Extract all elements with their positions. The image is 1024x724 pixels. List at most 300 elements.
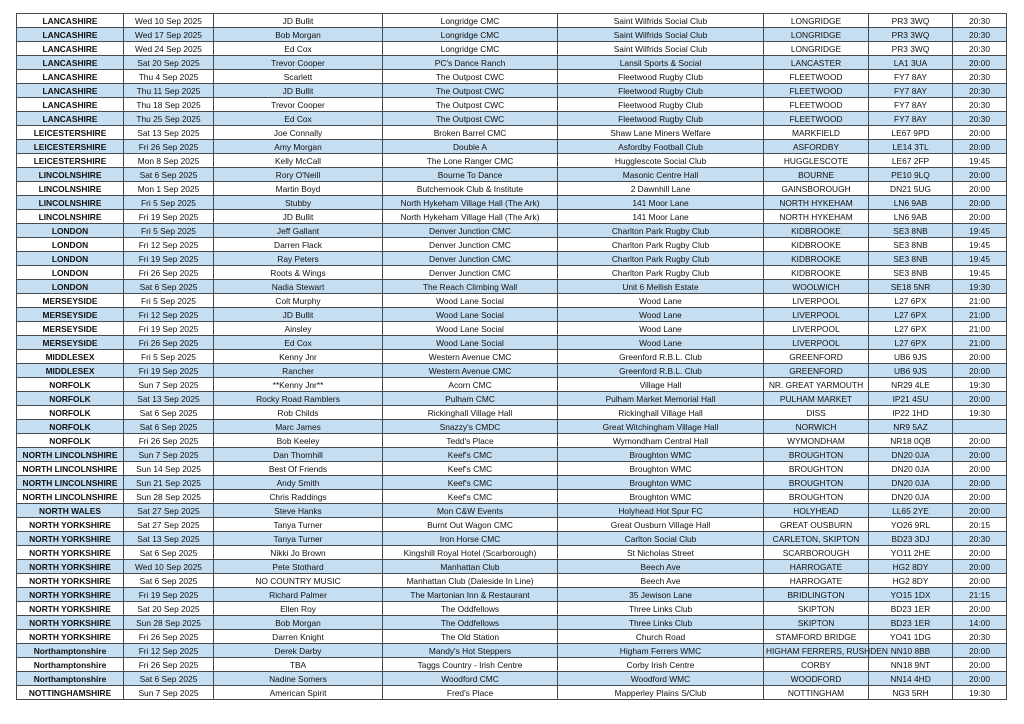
postcode-cell: HG2 8DY [869,560,953,574]
date-cell: Fri 26 Sep 2025 [124,434,214,448]
town-cell: GREAT OUSBURN [764,518,869,532]
county-cell: NORTH YORKSHIRE [17,588,124,602]
postcode-cell: HG2 8DY [869,574,953,588]
venue-cell: Saint Wilfrids Social Club [558,28,764,42]
club-cell: Longridge CMC [383,42,558,56]
county-cell: NORTH YORKSHIRE [17,546,124,560]
artist-cell: Richard Palmer [214,588,383,602]
table-row [17,336,1007,350]
date-cell: Thu 11 Sep 2025 [124,84,214,98]
venue-cell: Holyhead Hot Spur FC [558,504,764,518]
venue-cell: Fleetwood Rugby Club [558,98,764,112]
table-row [17,168,1007,182]
date-cell: Wed 17 Sep 2025 [124,28,214,42]
county-cell: NORTH YORKSHIRE [17,630,124,644]
time-cell: 20:30 [953,42,1007,56]
time-cell: 20:00 [953,364,1007,378]
town-cell: BROUGHTON [764,448,869,462]
county-cell: NORTH LINCOLNSHIRE [17,462,124,476]
postcode-cell: DN20 0JA [869,490,953,504]
venue-cell: 35 Jewison Lane [558,588,764,602]
table-row [17,14,1007,28]
club-cell: Denver Junction CMC [383,224,558,238]
town-cell: WOOLWICH [764,280,869,294]
county-cell: NORTH YORKSHIRE [17,616,124,630]
venue-cell: Greenford R.B.L. Club [558,350,764,364]
artist-cell: Andy Smith [214,476,383,490]
club-cell: Iron Horse CMC [383,532,558,546]
venue-cell: Three Links Club [558,616,764,630]
date-cell: Sat 20 Sep 2025 [124,602,214,616]
town-cell: WOODFORD [764,672,869,686]
artist-cell: JD Bullit [214,308,383,322]
venue-cell: Charlton Park Rugby Club [558,266,764,280]
date-cell: Sun 7 Sep 2025 [124,378,214,392]
county-cell: NORTH WALES [17,504,124,518]
artist-cell: Darren Flack [214,238,383,252]
date-cell: Fri 5 Sep 2025 [124,196,214,210]
town-cell: KIDBROOKE [764,238,869,252]
town-cell: GREENFORD [764,350,869,364]
table-row [17,322,1007,336]
postcode-cell: NN10 8BB [869,644,953,658]
postcode-cell: SE3 8NB [869,266,953,280]
town-cell: GREENFORD [764,364,869,378]
venue-cell: Unit 6 Mellish Estate [558,280,764,294]
date-cell: Thu 18 Sep 2025 [124,98,214,112]
time-cell: 20:30 [953,84,1007,98]
county-cell: NORFOLK [17,406,124,420]
club-cell: Denver Junction CMC [383,266,558,280]
artist-cell: Rob Childs [214,406,383,420]
venue-cell: Fleetwood Rugby Club [558,84,764,98]
venue-cell: Greenford R.B.L. Club [558,364,764,378]
town-cell: ASFORDBY [764,140,869,154]
town-cell: BROUGHTON [764,490,869,504]
county-cell: MIDDLESEX [17,364,124,378]
time-cell: 20:00 [953,560,1007,574]
artist-cell: Tanya Turner [214,532,383,546]
artist-cell: JD Bullit [214,14,383,28]
date-cell: Sat 13 Sep 2025 [124,126,214,140]
town-cell: NR. GREAT YARMOUTH [764,378,869,392]
venue-cell: Fleetwood Rugby Club [558,70,764,84]
county-cell: Northamptonshire [17,672,124,686]
artist-cell: Nikki Jo Brown [214,546,383,560]
date-cell: Fri 19 Sep 2025 [124,322,214,336]
table-row [17,518,1007,532]
table-row [17,546,1007,560]
artist-cell: Rocky Road Ramblers [214,392,383,406]
time-cell: 19:30 [953,686,1007,700]
table-row [17,602,1007,616]
postcode-cell: PR3 3WQ [869,28,953,42]
table-row [17,126,1007,140]
artist-cell: Amy Morgan [214,140,383,154]
county-cell: LINCOLNSHIRE [17,168,124,182]
postcode-cell: NR29 4LE [869,378,953,392]
postcode-cell: LE67 9PD [869,126,953,140]
club-cell: The Outpost CWC [383,70,558,84]
club-cell: Bourne To Dance [383,168,558,182]
postcode-cell: SE3 8NB [869,252,953,266]
time-cell: 20:00 [953,448,1007,462]
club-cell: Manhattan Club (Daleside In Line) [383,574,558,588]
time-cell: 19:30 [953,378,1007,392]
venue-cell: Masonic Centre Hall [558,168,764,182]
club-cell: PC's Dance Ranch [383,56,558,70]
table-row [17,476,1007,490]
time-cell: 20:00 [953,126,1007,140]
time-cell: 19:45 [953,154,1007,168]
date-cell: Fri 26 Sep 2025 [124,336,214,350]
venue-cell: Broughton WMC [558,476,764,490]
town-cell: FLEETWOOD [764,112,869,126]
postcode-cell: DN20 0JA [869,476,953,490]
time-cell: 20:00 [953,672,1007,686]
town-cell: BRIDLINGTON [764,588,869,602]
table-row [17,224,1007,238]
time-cell: 20:00 [953,434,1007,448]
club-cell: Snazzy's CMDC [383,420,558,434]
table-row [17,434,1007,448]
postcode-cell: NG3 5RH [869,686,953,700]
county-cell: MERSEYSIDE [17,336,124,350]
club-cell: The Oddfellows [383,602,558,616]
artist-cell: Marc James [214,420,383,434]
venue-cell: Saint Wilfrids Social Club [558,42,764,56]
artist-cell: Rancher [214,364,383,378]
town-cell: SCARBOROUGH [764,546,869,560]
time-cell: 20:00 [953,140,1007,154]
club-cell: Taggs Country - Irish Centre [383,658,558,672]
date-cell: Fri 26 Sep 2025 [124,630,214,644]
county-cell: LEICESTERSHIRE [17,140,124,154]
date-cell: Sat 6 Sep 2025 [124,406,214,420]
table-row [17,84,1007,98]
postcode-cell: L27 6PX [869,336,953,350]
postcode-cell: BD23 3DJ [869,532,953,546]
time-cell: 20:00 [953,196,1007,210]
town-cell: WYMONDHAM [764,434,869,448]
venue-cell: Rickinghall Village Hall [558,406,764,420]
postcode-cell: YO41 1DG [869,630,953,644]
time-cell: 20:30 [953,98,1007,112]
club-cell: Woodford CMC [383,672,558,686]
postcode-cell: L27 6PX [869,308,953,322]
artist-cell: Bob Keeley [214,434,383,448]
date-cell: Fri 5 Sep 2025 [124,350,214,364]
venue-cell: Corby Irish Centre [558,658,764,672]
table-row [17,672,1007,686]
artist-cell: Best Of Friends [214,462,383,476]
county-cell: NORTH YORKSHIRE [17,532,124,546]
postcode-cell: YO11 2HE [869,546,953,560]
club-cell: Burnt Out Wagon CMC [383,518,558,532]
county-cell: LONDON [17,280,124,294]
table-row [17,56,1007,70]
time-cell: 20:30 [953,532,1007,546]
town-cell: SKIPTON [764,602,869,616]
club-cell: Mon C&W Events [383,504,558,518]
date-cell: Mon 1 Sep 2025 [124,182,214,196]
town-cell: LIVERPOOL [764,308,869,322]
club-cell: Manhattan Club [383,560,558,574]
postcode-cell: SE3 8NB [869,224,953,238]
venue-cell: Great Witchingham Village Hall [558,420,764,434]
artist-cell: Tanya Turner [214,518,383,532]
postcode-cell: SE18 5NR [869,280,953,294]
table-row [17,644,1007,658]
table-row [17,420,1007,434]
artist-cell: Ellen Roy [214,602,383,616]
postcode-cell: SE3 8NB [869,238,953,252]
club-cell: Pulham CMC [383,392,558,406]
time-cell: 19:45 [953,252,1007,266]
postcode-cell: BD23 1ER [869,602,953,616]
county-cell: MERSEYSIDE [17,322,124,336]
town-cell: HIGHAM FERRERS, RUSHDEN [764,644,869,658]
artist-cell: Stubby [214,196,383,210]
postcode-cell: YO26 9RL [869,518,953,532]
date-cell: Thu 4 Sep 2025 [124,70,214,84]
listing-page [16,13,1006,700]
venue-cell: 141 Moor Lane [558,196,764,210]
town-cell: LONGRIDGE [764,28,869,42]
artist-cell: Kelly McCall [214,154,383,168]
county-cell: LONDON [17,252,124,266]
date-cell: Sat 6 Sep 2025 [124,280,214,294]
postcode-cell: LE14 3TL [869,140,953,154]
artist-cell: Trevor Cooper [214,56,383,70]
county-cell: NORFOLK [17,392,124,406]
county-cell: LANCASHIRE [17,14,124,28]
county-cell: LANCASHIRE [17,84,124,98]
county-cell: LANCASHIRE [17,56,124,70]
club-cell: North Hykeham Village Hall (The Ark) [383,196,558,210]
venue-cell: St Nicholas Street [558,546,764,560]
club-cell: Kingshill Royal Hotel (Scarborough) [383,546,558,560]
date-cell: Sun 28 Sep 2025 [124,616,214,630]
date-cell: Fri 12 Sep 2025 [124,238,214,252]
artist-cell: Steve Hanks [214,504,383,518]
town-cell: HARROGATE [764,560,869,574]
date-cell: Sat 13 Sep 2025 [124,392,214,406]
time-cell: 20:00 [953,504,1007,518]
venue-cell: Hugglescote Social Club [558,154,764,168]
time-cell: 20:00 [953,182,1007,196]
town-cell: MARKFIELD [764,126,869,140]
town-cell: FLEETWOOD [764,70,869,84]
county-cell: LONDON [17,266,124,280]
time-cell: 20:30 [953,112,1007,126]
venue-cell: 2 Dawnhill Lane [558,182,764,196]
time-cell: 19:45 [953,224,1007,238]
county-cell: Northamptonshire [17,644,124,658]
postcode-cell: LN6 9AB [869,210,953,224]
county-cell: NORFOLK [17,378,124,392]
postcode-cell: PE10 9LQ [869,168,953,182]
town-cell: NOTTINGHAM [764,686,869,700]
town-cell: LIVERPOOL [764,294,869,308]
county-cell: LANCASHIRE [17,112,124,126]
county-cell: NORTH LINCOLNSHIRE [17,490,124,504]
date-cell: Sat 6 Sep 2025 [124,672,214,686]
date-cell: Sat 6 Sep 2025 [124,546,214,560]
date-cell: Mon 8 Sep 2025 [124,154,214,168]
date-cell: Sat 6 Sep 2025 [124,168,214,182]
artist-cell: Jeff Gallant [214,224,383,238]
date-cell: Sat 27 Sep 2025 [124,504,214,518]
artist-cell: Dan Thornhill [214,448,383,462]
club-cell: Denver Junction CMC [383,238,558,252]
county-cell: MIDDLESEX [17,350,124,364]
venue-cell: Wymondham Central Hall [558,434,764,448]
town-cell: HUGGLESCOTE [764,154,869,168]
artist-cell: Derek Darby [214,644,383,658]
table-row [17,658,1007,672]
time-cell: 21:00 [953,294,1007,308]
time-cell: 20:00 [953,350,1007,364]
venue-cell: Charlton Park Rugby Club [558,224,764,238]
postcode-cell: NR18 0QB [869,434,953,448]
club-cell: Rickinghall Village Hall [383,406,558,420]
club-cell: The Outpost CWC [383,112,558,126]
artist-cell: Trevor Cooper [214,98,383,112]
artist-cell: Ainsley [214,322,383,336]
date-cell: Sat 13 Sep 2025 [124,532,214,546]
time-cell: 20:00 [953,546,1007,560]
date-cell: Sun 28 Sep 2025 [124,490,214,504]
table-row [17,448,1007,462]
date-cell: Wed 24 Sep 2025 [124,42,214,56]
county-cell: Northamptonshire [17,658,124,672]
club-cell: Keef's CMC [383,490,558,504]
town-cell: KIDBROOKE [764,252,869,266]
club-cell: The Outpost CWC [383,98,558,112]
date-cell: Fri 26 Sep 2025 [124,658,214,672]
table-row [17,266,1007,280]
table-row [17,112,1007,126]
table-row [17,630,1007,644]
table-row [17,616,1007,630]
club-cell: Western Avenue CMC [383,350,558,364]
county-cell: LINCOLNSHIRE [17,196,124,210]
date-cell: Wed 10 Sep 2025 [124,14,214,28]
town-cell: BROUGHTON [764,476,869,490]
table-row [17,70,1007,84]
table-row [17,378,1007,392]
county-cell: LONDON [17,238,124,252]
postcode-cell: NR9 5AZ [869,420,953,434]
postcode-cell: LL65 2YE [869,504,953,518]
table-row [17,462,1007,476]
club-cell: Western Avenue CMC [383,364,558,378]
county-cell: NOTTINGHAMSHIRE [17,686,124,700]
venue-cell: Wood Lane [558,322,764,336]
club-cell: Mandy's Hot Steppers [383,644,558,658]
date-cell: Fri 19 Sep 2025 [124,210,214,224]
postcode-cell: NN14 4HD [869,672,953,686]
county-cell: LANCASHIRE [17,42,124,56]
table-row [17,560,1007,574]
date-cell: Sun 7 Sep 2025 [124,686,214,700]
date-cell: Sun 7 Sep 2025 [124,448,214,462]
club-cell: Wood Lane Social [383,322,558,336]
venue-cell: 141 Moor Lane [558,210,764,224]
artist-cell: Ed Cox [214,336,383,350]
artist-cell: Ed Cox [214,112,383,126]
postcode-cell: BD23 1ER [869,616,953,630]
county-cell: LINCOLNSHIRE [17,182,124,196]
venue-cell: Wood Lane [558,294,764,308]
town-cell: PULHAM MARKET [764,392,869,406]
time-cell [953,420,1007,434]
venue-cell: Saint Wilfrids Social Club [558,14,764,28]
artist-cell: Joe Connally [214,126,383,140]
county-cell: NORTH LINCOLNSHIRE [17,476,124,490]
postcode-cell: PR3 3WQ [869,42,953,56]
venue-cell: Beech Ave [558,560,764,574]
town-cell: LIVERPOOL [764,336,869,350]
artist-cell: Nadia Stewart [214,280,383,294]
time-cell: 21:00 [953,322,1007,336]
date-cell: Fri 19 Sep 2025 [124,252,214,266]
town-cell: STAMFORD BRIDGE [764,630,869,644]
town-cell: NORTH HYKEHAM [764,196,869,210]
county-cell: LEICESTERSHIRE [17,154,124,168]
artist-cell: **Kenny Jnr** [214,378,383,392]
postcode-cell: IP22 1HD [869,406,953,420]
postcode-cell: IP21 4SU [869,392,953,406]
table-row [17,210,1007,224]
county-cell: NORFOLK [17,420,124,434]
town-cell: SKIPTON [764,616,869,630]
table-row [17,98,1007,112]
artist-cell: Bob Morgan [214,616,383,630]
date-cell: Sun 21 Sep 2025 [124,476,214,490]
town-cell: FLEETWOOD [764,98,869,112]
club-cell: The Outpost CWC [383,84,558,98]
club-cell: Wood Lane Social [383,294,558,308]
town-cell: DISS [764,406,869,420]
club-cell: The Lone Ranger CMC [383,154,558,168]
artist-cell: American Spirit [214,686,383,700]
postcode-cell: LN6 9AB [869,196,953,210]
club-cell: Broken Barrel CMC [383,126,558,140]
club-cell: Wood Lane Social [383,336,558,350]
postcode-cell: UB6 9JS [869,350,953,364]
club-cell: The Reach Climbing Wall [383,280,558,294]
table-row [17,154,1007,168]
artist-cell: Rory O'Neill [214,168,383,182]
events-table [16,13,1007,700]
postcode-cell: DN20 0JA [869,448,953,462]
time-cell: 14:00 [953,616,1007,630]
town-cell: NORWICH [764,420,869,434]
artist-cell: Chris Raddings [214,490,383,504]
table-row [17,28,1007,42]
club-cell: The Martonian Inn & Restaurant [383,588,558,602]
date-cell: Fri 19 Sep 2025 [124,588,214,602]
date-cell: Sat 20 Sep 2025 [124,56,214,70]
venue-cell: Mapperley Plains S/Club [558,686,764,700]
postcode-cell: LE67 2FP [869,154,953,168]
venue-cell: Three Links Club [558,602,764,616]
time-cell: 20:30 [953,630,1007,644]
time-cell: 20:00 [953,602,1007,616]
artist-cell: JD Bullit [214,84,383,98]
